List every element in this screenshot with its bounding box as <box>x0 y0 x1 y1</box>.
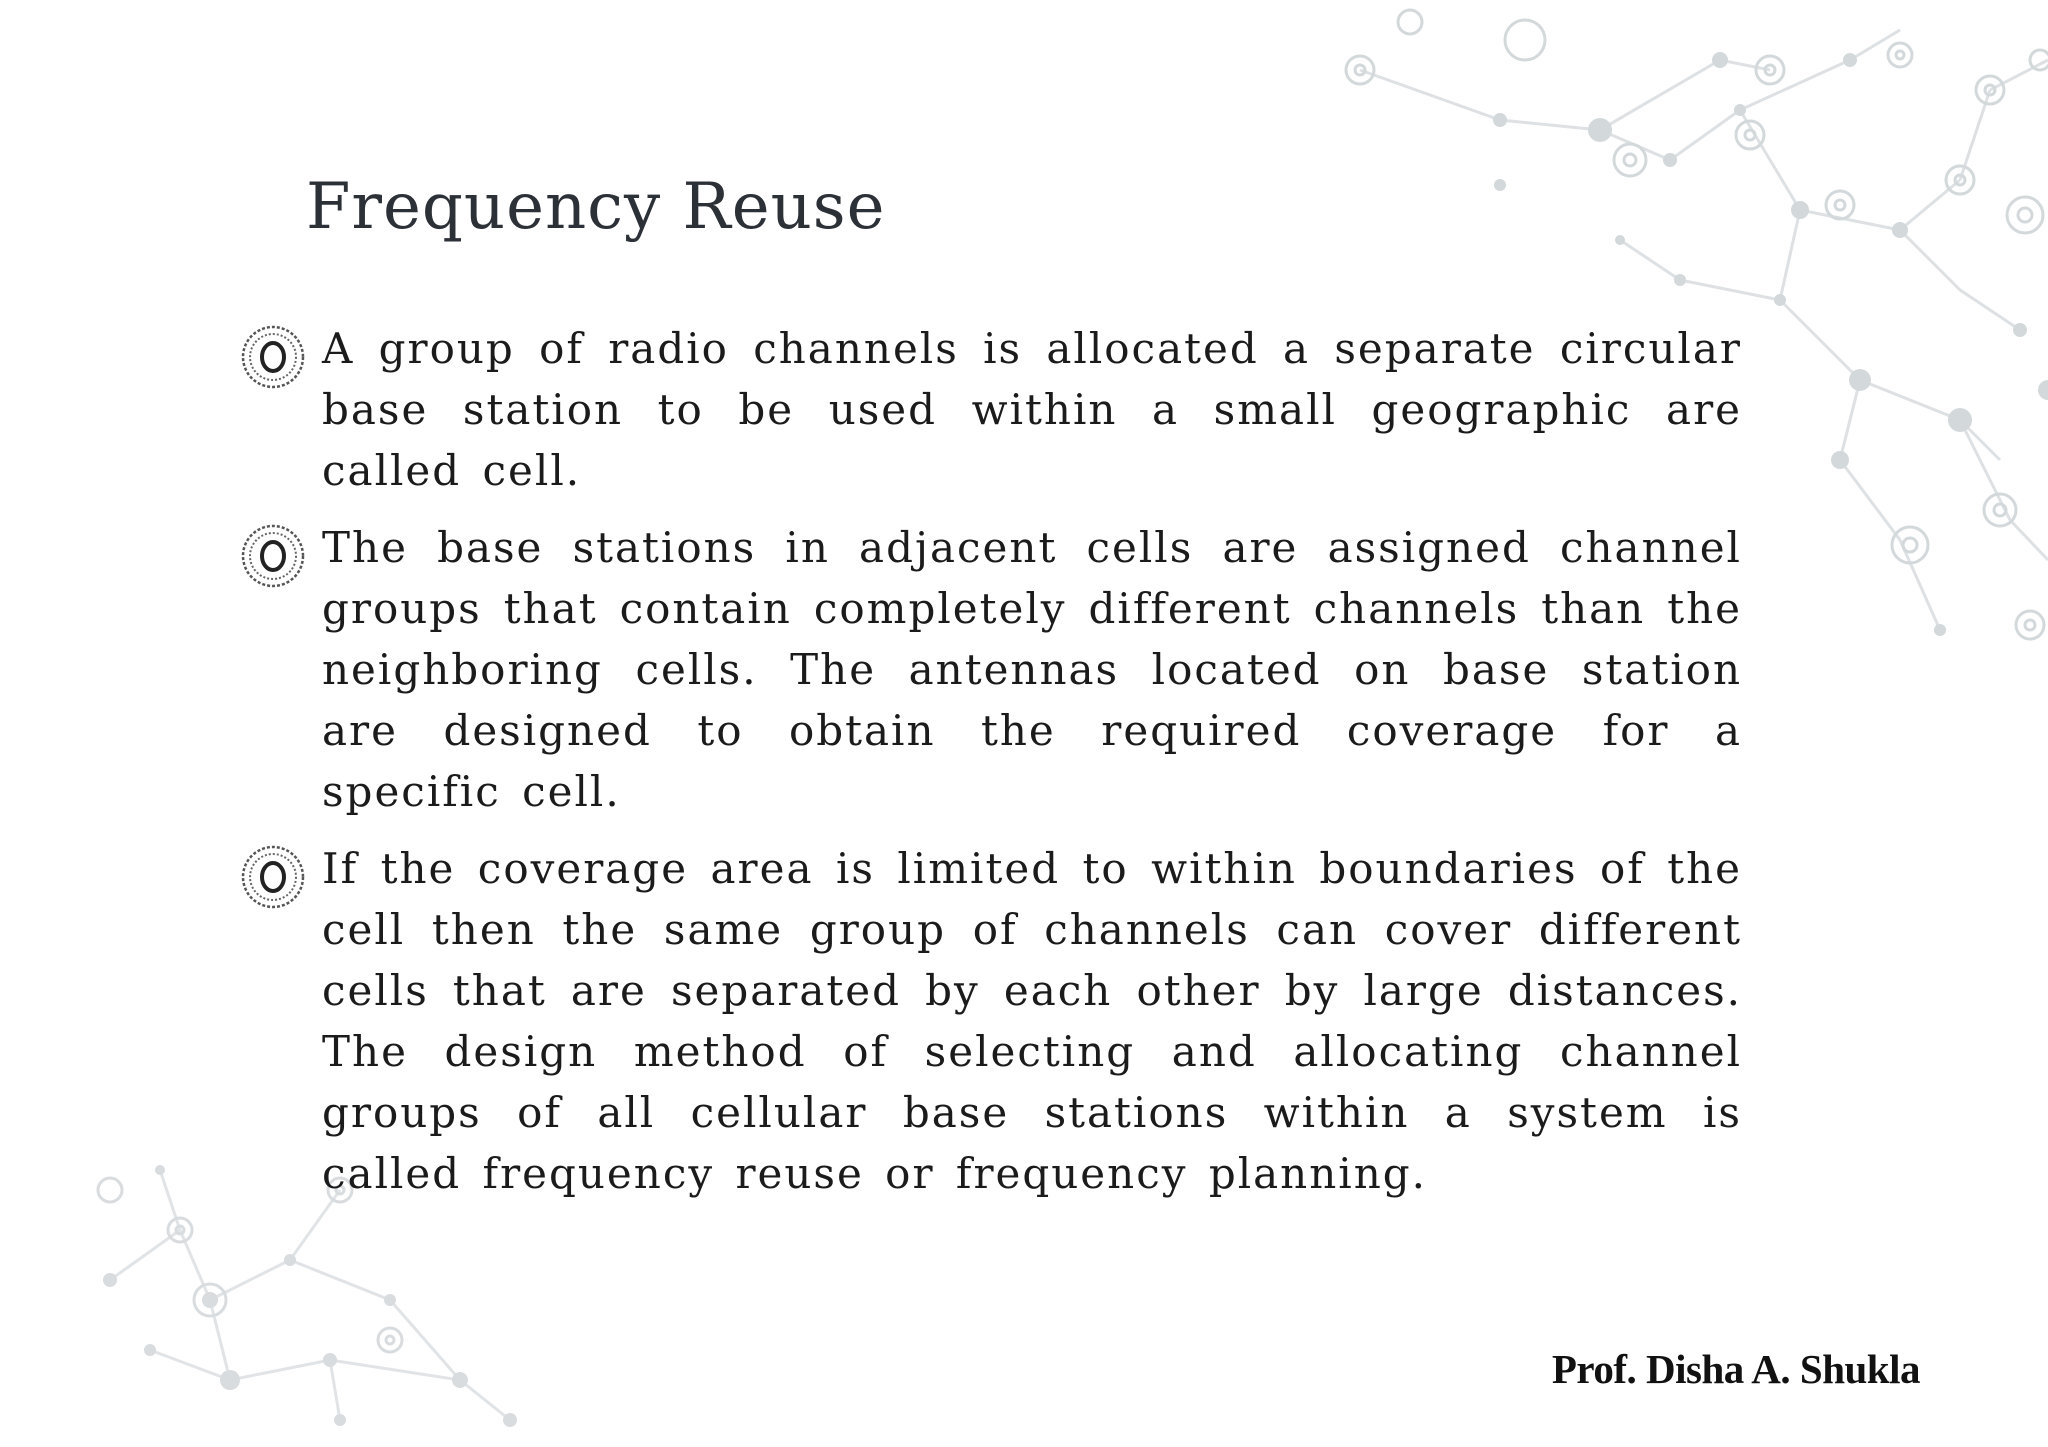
bullet-text-1: A group of radio channels is allocated a separate circular base station to be used within a small geographic are called cell. <box>322 324 1742 495</box>
slide-title: Frequency Reuse <box>306 170 886 244</box>
bullet-text-2: The base stations in adjacent cells are assigned channel groups that contain completely different channels than the neighboring cells. The antennas located on base station are designed to obtain the required coverage for a specific cell. <box>322 523 1742 816</box>
author-footer: Prof. Disha A. Shukla <box>1551 1346 1920 1392</box>
circle-target-icon <box>240 844 306 910</box>
bullet-item-1 <box>240 318 1740 501</box>
bullet-item-2 <box>240 517 1740 822</box>
bullet-item-3 <box>240 838 1740 1204</box>
bullet-list <box>240 318 1740 1220</box>
bullet-text-3: If the coverage area is limited to within boundaries of the cell then the same group of channels can cover different cells that are separated by each other by large distances. The design method of selecting and allocating channel groups of all cellular base stations within a system is called frequency reuse or frequency planning. <box>322 844 1742 1198</box>
circle-target-icon <box>240 324 306 390</box>
circle-target-icon <box>240 523 306 589</box>
